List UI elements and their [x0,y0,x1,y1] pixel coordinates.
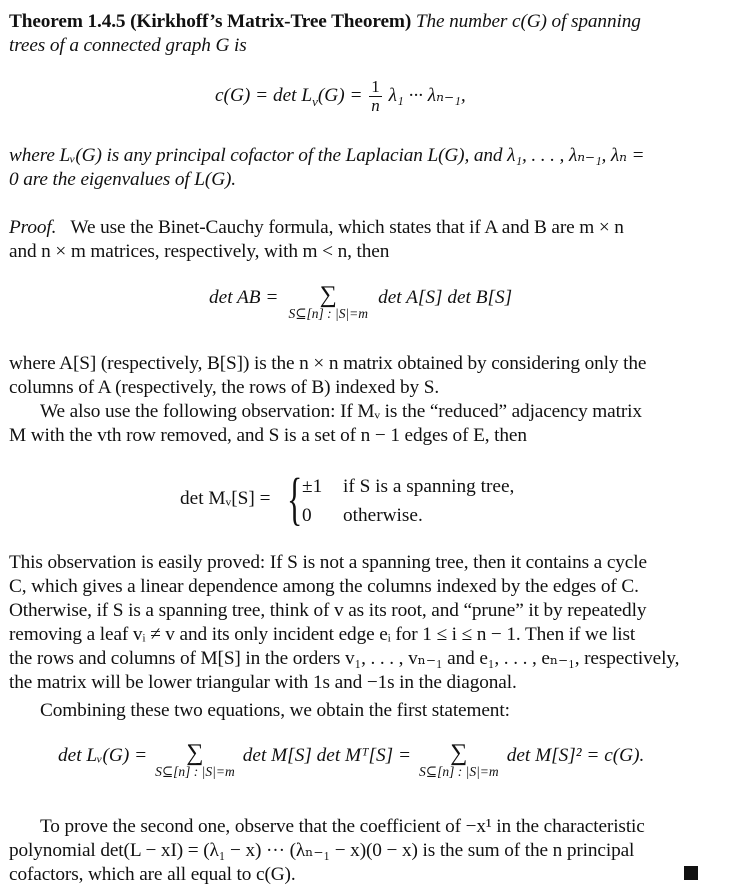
eq3-sum2-symbol: ∑ [450,740,468,766]
eq1-right: det A[S] det B[S] [378,287,513,308]
proof-p4-line-2: C, which gives a linear dependence among the columns indexed by the edges of C. [9,576,639,597]
formula-mid: (G) = [317,84,363,106]
eq1-left: det AB = [209,287,279,308]
proof-p1-text: We use the Binet-Cauchy formula, which states that if A and B are m × n [70,217,624,238]
theorem-line-1 [9,11,641,33]
eq1-sum-sub: S⊆[n] : |S|=m [288,306,369,321]
eq2-case2-value: 0 [302,505,312,526]
proof-label: Proof. [9,217,57,238]
formula-frac-den: n [371,96,380,115]
proof-p6-line-2: polynomial det(L − xI) = (λ₁ − x) ··· (λₙ₋₁ − x)(0 − x) is the sum of the n principal [9,840,635,861]
proof-p4-line-5: the rows and columns of M[S] in the orders v₁, . . . , vₙ₋₁ and e₁, . . . , eₙ₋₁, respectively, [9,648,680,669]
proof-p5-line: Combining these two equations, we obtain the first statement: [40,700,510,721]
formula-left: c(G) = det L [215,84,313,106]
eq2-case1-condition: if S is a spanning tree, [343,476,515,497]
theorem-where-2: 0 are the eigenvalues of L(G). [9,169,237,190]
theorem-statement-2: trees of a connected graph G is [9,35,247,56]
proof-p4-line-3: Otherwise, if S is a spanning tree, think of v as its root, and “prune” it by repeatedly [9,600,647,621]
formula-sub: v [312,93,318,109]
binet-cauchy-equation [209,282,513,325]
eq3-sum2-sub: S⊆[n] : |S|=m [419,764,499,779]
theorem-where-1: where Lᵥ(G) is any principal cofactor of the Laplacian L(G), and λ₁, . . . , λₙ₋₁, λₙ = [9,145,645,166]
eq2-case2-condition: otherwise. [343,505,423,526]
proof-line-1 [9,217,624,239]
eq3-sum-1 [152,741,238,779]
eq3-sum1-symbol: ∑ [186,740,204,766]
eq2-left: det Mᵥ[S] = [180,488,271,509]
theorem-heading: Theorem 1.4.5 (Kirkhoff’s Matrix-Tree Theorem) [9,11,412,32]
eq3-sum-2 [416,741,502,779]
eq1-sum-symbol: ∑ [319,282,337,308]
proof-p6-line-1: To prove the second one, observe that the coefficient of −x¹ in the characteristic [40,816,645,837]
proof-p4-line-6: the matrix will be lower triangular with 1s and −1s in the diagonal. [9,672,517,693]
eq3-mid: det M[S] det Mᵀ[S] = [242,745,412,766]
eq3-sum1-sub: S⊆[n] : |S|=m [155,764,235,779]
theorem-statement-1: The number c(G) of spanning [415,11,641,32]
proof-p3-line-2: M with the vth row removed, and S is a set of n − 1 edges of E, then [9,425,527,446]
eq3-right: det M[S]² = c(G). [506,745,645,766]
eq2-brace: { [287,466,303,531]
formula-right: λ₁ ··· λₙ₋₁, [388,84,466,106]
first-statement-equation [58,740,645,783]
proof-p2-line-1: where A[S] (respectively, B[S]) is the n × n matrix obtained by considering only the [9,353,647,374]
proof-p1-line-2: and n × m matrices, respectively, with m < n, then [9,241,390,262]
formula-frac-num: 1 [371,77,380,96]
formula-fraction [369,78,382,115]
proof-p4-line-1: This observation is easily proved: If S is not a spanning tree, then it contains a cycle [9,552,647,573]
proof-p2-line-2: columns of A (respectively, the rows of B) indexed by S. [9,377,440,398]
theorem-formula [215,78,466,115]
qed-square-icon [684,866,698,880]
eq1-sum [283,283,373,321]
proof-p4-line-4: removing a leaf vᵢ ≠ v and its only incident edge eᵢ for 1 ≤ i ≤ n − 1. Then if we list [9,624,636,645]
proof-p6-line-3: cofactors, which are all equal to c(G). [9,864,296,885]
proof-p3-line-1: We also use the following observation: If Mᵥ is the “reduced” adjacency matrix [40,401,642,422]
eq3-left: det Lᵥ(G) = [58,745,148,766]
eq2-case1-value: ±1 [302,476,323,497]
